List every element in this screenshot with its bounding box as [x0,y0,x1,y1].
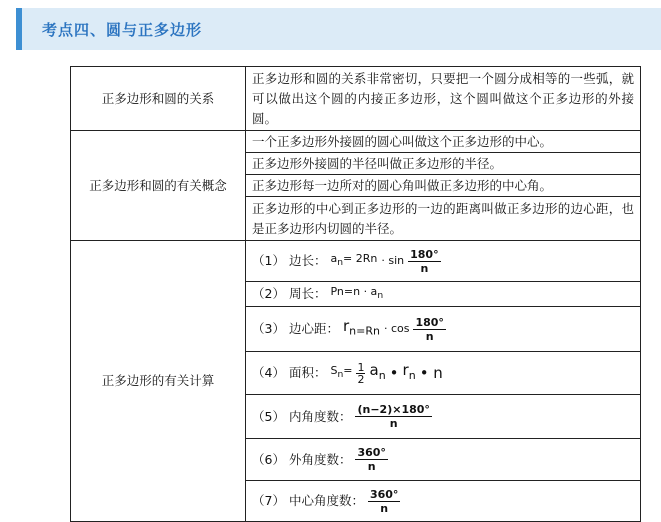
fraction: $\frac{360^\circ}{n}$ [357,446,386,474]
knowledge-table [70,66,641,522]
formula-interior-angle: （5） 内角度数： $\frac{(n-2)\times 180^\circ}{n}$ [246,395,641,439]
fraction: $\frac{360^\circ}{n}$ [369,487,399,515]
concept-item: 正多边形每一边所对的圆心角叫做正多边形的中心角。 [246,175,641,197]
concept-item: 正多边形外接圆的半径叫做正多边形的半径。 [246,153,641,175]
relation-text: 正多边形和圆的关系非常密切，只要把一个圆分成相等的一些弧，就可以做出这个圆的内接正多边形，这个圆叫做这个正多边形的外接圆。 [246,67,641,131]
section-header [16,8,661,50]
fraction: $\frac{180^\circ}{n}$ [415,315,444,343]
section-title: 考点四、圆与正多边形 [42,21,203,39]
formula-central-angle: （7） 中心角度数： $\frac{360^\circ}{n}$ [246,481,641,522]
concept-item: 一个正多边形外接圆的圆心叫做这个正多边形的中心。 [246,131,641,153]
formula-side-length: （1） 边长： $a_n= 2Rn$ · sin $\frac{180^\circ}{n}$ [246,241,641,282]
formula-exterior-angle: （6） 外角度数： $\frac{360^\circ}{n}$ [246,439,641,481]
concept-item: 正多边形的中心到正多边形的一边的距离叫做正多边形的边心距，也是正多边形内切圆的半径。 [246,197,641,241]
formula-area: （4） 面积： $S_n=$ $\frac{1}{2}$ $a_n$ • $r_n$ • n [246,352,641,395]
fraction-half: $\frac{1}{2}$ [357,360,365,386]
concepts-label: 正多边形和圆的有关概念 [71,131,246,241]
formula-apothem: （3） 边心距： $r_{n=Rn}$ · cos $\frac{180^\circ}{n}$ [246,307,641,352]
relation-label: 正多边形和圆的关系 [71,67,246,131]
formula-perimeter: （2） 周长： $Pn=n \cdot a_n$ [246,282,641,307]
fraction: $\frac{(n-2)\times 180^\circ}{n}$ [357,403,430,431]
fraction: $\frac{180^\circ}{n}$ [410,247,439,275]
calc-label: 正多边形的有关计算 [71,241,246,522]
